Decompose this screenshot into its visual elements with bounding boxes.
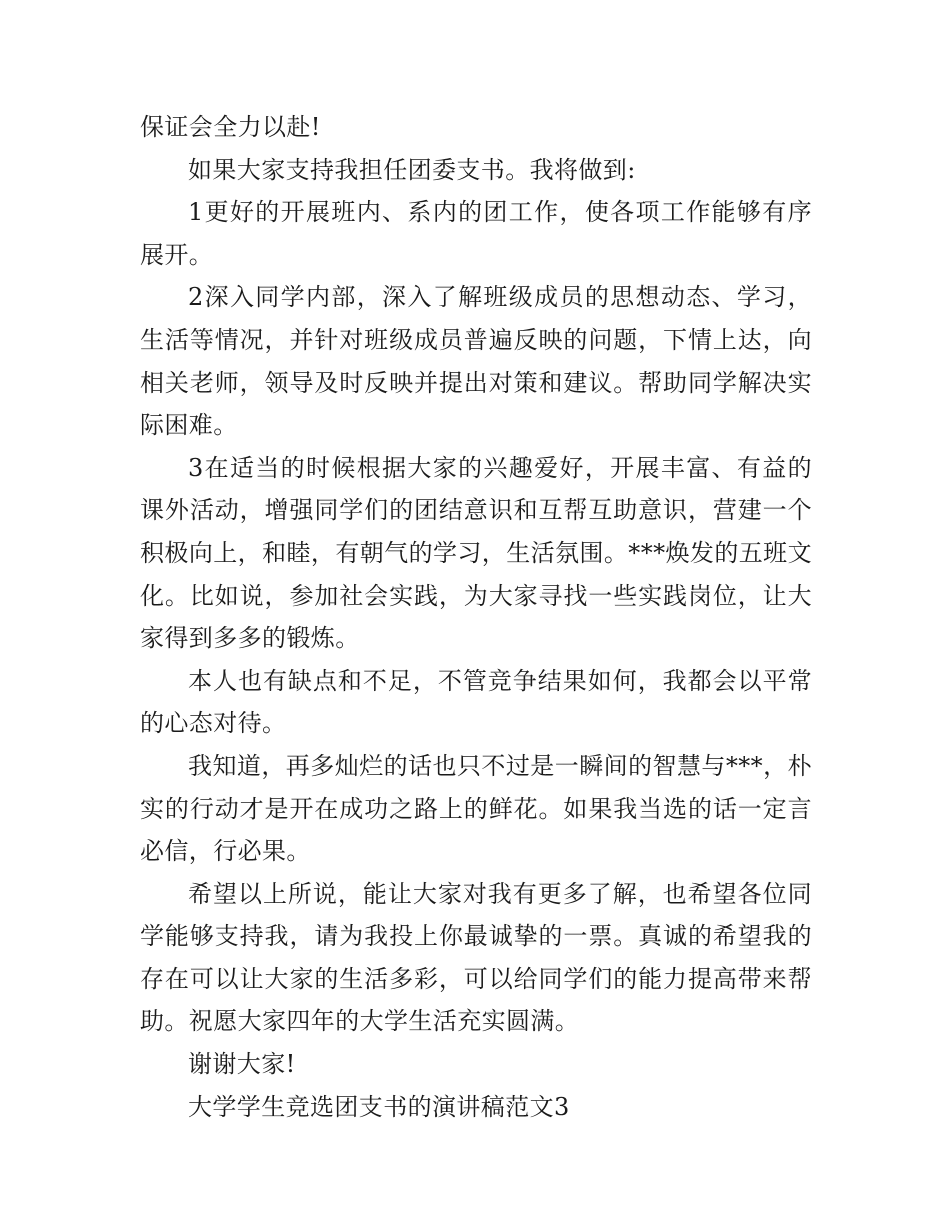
paragraph-point-2: 2深入同学内部，深入了解班级成员的思想动态、学习，生活等情况，并针对班级成员普遍反映的问题，下情上达，向相关老师，领导及时反映并提出对策和建议。帮助同学解决实际困难。 [140,283,812,440]
section-title: 大学学生竞选团支书的演讲稿范文3 [188,1092,570,1121]
document-body [140,106,812,1128]
paragraph-hope: 希望以上所说，能让大家对我有更多了解，也希望各位同学能够支持我，请为我投上你最诚挚的一票。真诚的希望我的存在可以让大家的生活多彩，可以给同学们的能力提高带来帮助。祝愿大家四年的大学生活充实圆满。 [140,879,812,1036]
paragraph-thanks: 谢谢大家! [188,1050,296,1079]
paragraph-commitment-intro: 如果大家支持我担任团委支书。我将做到: [188,155,636,184]
paragraph-shortcomings: 本人也有缺点和不足，不管竞争结果如何，我都会以平常的心态对待。 [140,666,812,738]
paragraph-continuation: 保证会全力以赴! [140,113,321,141]
paragraph-action: 我知道，再多灿烂的话也只不过是一瞬间的智慧与***，朴实的行动才是开在成功之路上的鲜花。如果我当选的话一定言必信，行必果。 [140,751,812,866]
paragraph-point-3: 3在适当的时候根据大家的兴趣爱好，开展丰富、有益的课外活动，增强同学们的团结意识和互帮互助意识，营建一个积极向上，和睦，有朝气的学习，生活氛围。***焕发的五班文化。比如说，参加社会实践，为大家寻找一些实践岗位，让大家得到多多的锻炼。 [140,453,812,653]
paragraph-point-1: 1更好的开展班内、系内的团工作，使各项工作能够有序展开。 [140,198,812,269]
